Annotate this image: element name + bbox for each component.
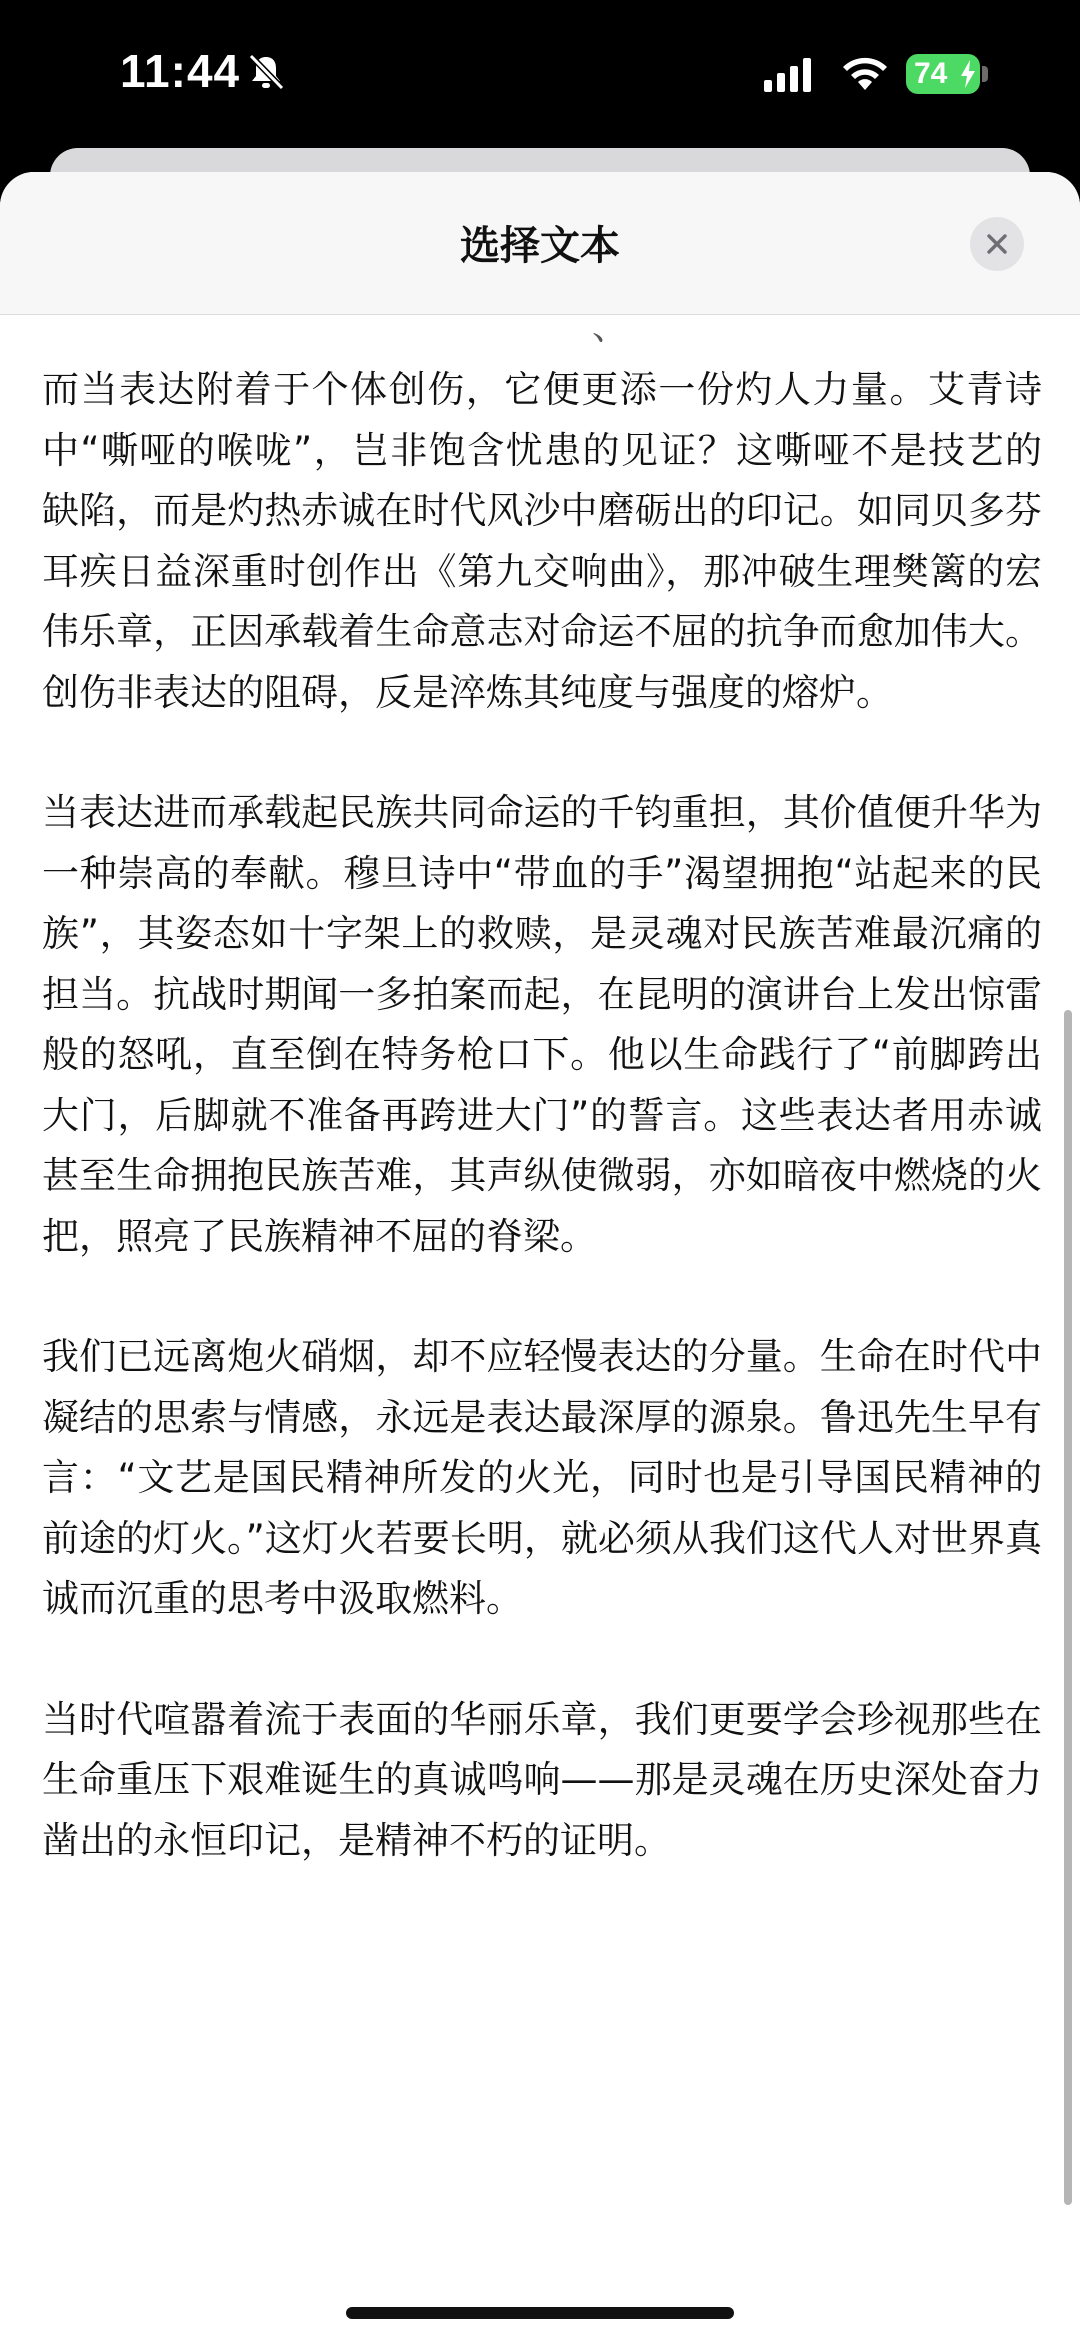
- wifi-icon: [840, 54, 890, 92]
- close-icon: [985, 232, 1009, 256]
- scrollbar[interactable]: [1064, 1010, 1072, 2205]
- selectable-text-area[interactable]: [0, 307, 1080, 2341]
- close-button[interactable]: [970, 217, 1024, 271]
- battery-icon: [906, 54, 980, 94]
- paragraph[interactable]: 当时代喧嚣着流于表面的华丽乐章，我们更要学会珍视那些在生命重压下艰难诞生的真诚鸣响——那是灵魂在历史深处奋力凿出的永恒印记，是精神不朽的证明。: [42, 1697, 1042, 1862]
- status-time: 11:44: [120, 45, 241, 97]
- status-bar: [0, 0, 1080, 150]
- paragraph[interactable]: 我们已远离炮火硝烟，却不应轻慢表达的分量。生命在时代中凝结的思索与情感，永远是表达最深厚的源泉。鲁迅先生早有言：“文艺是国民精神所发的火光，同时也是引导国民精神的前途的灯火。”这灯火若要长明，就必须从我们这代人对世界真诚而沉重的思考中汲取燃料。: [42, 1335, 1042, 1620]
- signal-icon: [764, 58, 812, 92]
- select-text-sheet: [0, 172, 1080, 2341]
- home-indicator[interactable]: [346, 2307, 734, 2319]
- battery-level: 74: [914, 57, 948, 90]
- charging-bolt-icon: [960, 60, 976, 88]
- paragraph[interactable]: 当表达进而承载起民族共同命运的千钧重担，其价值便升华为一种崇高的奉献。穆旦诗中“带血的手”渴望拥抱“站起来的民族”，其姿态如十字架上的救赎，是灵魂对民族苦难最沉痛的担当。抗战时期闻一多拍案而起，在昆明的演讲台上发出惊雷般的怒吼，直至倒在特务枪口下。他以生命践行了“前脚跨出大门，后脚就不准备再跨进大门”的誓言。这些表达者用赤诚甚至生命拥抱民族苦难，其声纵使微弱，亦如暗夜中燃烧的火把，照亮了民族精神不屈的脊梁。: [42, 791, 1042, 1258]
- battery-cap: [982, 66, 988, 82]
- clipped-text-line: 、: [592, 307, 629, 348]
- sheet-title: 选择文本: [460, 223, 620, 269]
- sheet-header: [0, 172, 1080, 315]
- text-content: [42, 360, 1042, 1931]
- paragraph[interactable]: 而当表达附着于个体创伤，它便更添一份灼人力量。艾青诗中“嘶哑的喉咙”，岂非饱含忧患的见证？这嘶哑不是技艺的缺陷，而是灼热赤诚在时代风沙中磨砺出的印记。如同贝多芬耳疾日益深重时创作出《第九交响曲》，那冲破生理樊篱的宏伟乐章，正因承载着生命意志对命运不屈的抗争而愈加伟大。创伤非表达的阻碍，反是淬炼其纯度与强度的熔炉。: [42, 368, 1042, 714]
- mute-icon: [246, 52, 286, 92]
